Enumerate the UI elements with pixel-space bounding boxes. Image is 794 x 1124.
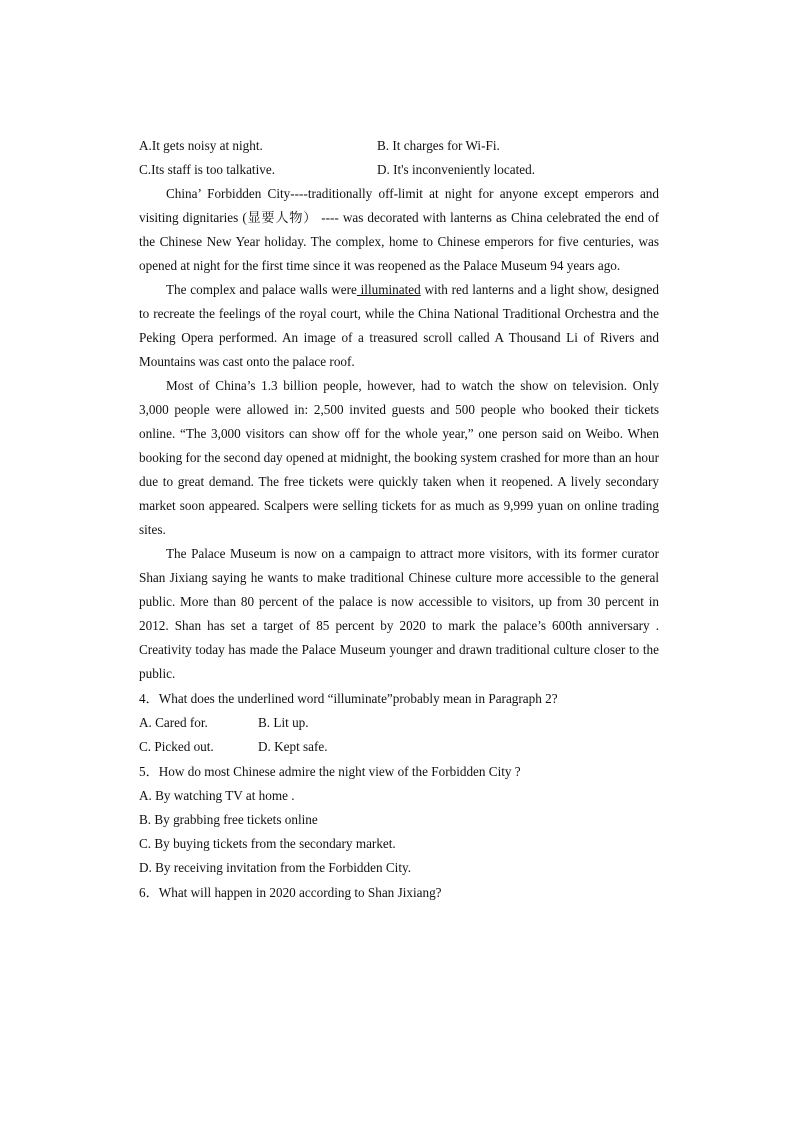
option-d: D. It's inconveniently located. (377, 162, 536, 177)
option-b: B. It charges for Wi-Fi. (377, 138, 500, 153)
question-4-stem: 4．What does the underlined word “illuminate”probably mean in Paragraph 2? (139, 691, 558, 706)
passage-paragraph-3: Most of China’s 1.3 billion people, however, had to watch the show on television. Only 3,000 people were allowed in: 2,500 invited guests and 500 people who booked their tickets online. “The 3,000 visitors can show off for the whole year,” one person said on Weibo. When booking for the second day opened at midnight, the booking system crashed for more than an hour due to great demand. The free tickets were quickly taken when it reopened. A lively secondary market soon appeared. Scalpers were selling tickets for as much as 9,999 yuan on online trading sites. (139, 378, 659, 537)
q5-option-c: C. By buying tickets from the secondary market. (139, 836, 396, 851)
q4-option-c: C. Picked out. (139, 739, 214, 754)
question-6-stem: 6．What will happen in 2020 according to Shan Jixiang? (139, 885, 442, 900)
q5-option-a: A. By watching TV at home . (139, 788, 295, 803)
paragraph-2-rest: with red lanterns and a light show, designed to recreate the feelings of the royal court, while the China National Traditional Orchestra and the Peking Opera performed. An image of a treasured scroll called A Thousand Li of Rivers and Mountains was cast onto the palace roof. (139, 282, 659, 369)
question-4-options-row-1 (139, 711, 659, 735)
option-c: C.Its staff is too talkative. (139, 162, 276, 177)
q5-option-b: B. By grabbing free tickets online (139, 812, 318, 827)
previous-question-options-row-1 (139, 134, 659, 158)
passage-paragraph-4: The Palace Museum is now on a campaign to attract more visitors, with its former curator Shan Jixiang saying he wants to make traditional Chinese culture more accessible to the general public. More than 80 percent of the palace is now accessible to visitors, up from 30 percent in 2012. Shan has set a target of 85 percent by 2020 to mark the palace’s 600th anniversary . Creativity today has made the Palace Museum younger and drawn traditional culture closer to the public. (139, 546, 659, 681)
q4-option-a: A. Cared for. (139, 715, 208, 730)
document-page (139, 134, 659, 905)
question-4-options-row-2 (139, 735, 659, 759)
option-a: A.It gets noisy at night. (139, 138, 263, 153)
passage-paragraph-1: China’ Forbidden City----traditionally off-limit at night for anyone except emperors and visiting dignitaries (显要人物） ---- was decorated with lanterns as China celebrated the end of the Chinese New Year holiday. The complex, home to Chinese emperors for five centuries, was opened at night for the first time since it was reopened as the Palace Museum 94 years ago. (139, 186, 659, 273)
paragraph-2-start: The complex and palace walls were (166, 282, 357, 297)
q5-option-d: D. By receiving invitation from the Forbidden City. (139, 860, 412, 875)
question-5-stem: 5．How do most Chinese admire the night view of the Forbidden City ? (139, 764, 521, 779)
previous-question-options-row-2 (139, 158, 659, 182)
underlined-word-illuminated: illuminated (356, 282, 421, 297)
q4-option-b: B. Lit up. (258, 715, 309, 730)
q4-option-d: D. Kept safe. (258, 739, 328, 754)
passage-paragraph-2 (139, 278, 659, 374)
